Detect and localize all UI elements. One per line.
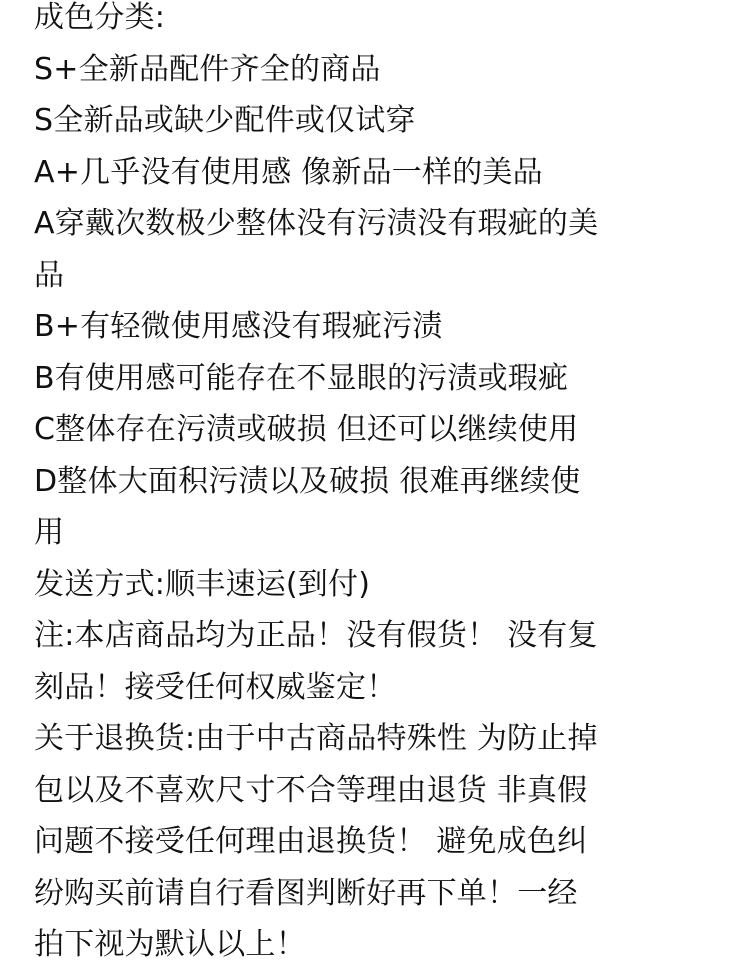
- grade-s-plus-line: S+全新品配件齐全的商品: [34, 51, 381, 87]
- product-condition-notice: [34, 0, 734, 971]
- condition-heading: 成色分类:: [34, 0, 166, 35]
- authenticity-note-line-continued: 刻品！接受任何权威鉴定！: [34, 669, 397, 705]
- return-policy-line-2: 包以及不喜欢尺寸不合等理由退货 非真假: [34, 772, 588, 808]
- return-policy-line-1: 关于退换货:由于中古商品特殊性 为防止掉: [34, 721, 598, 756]
- authenticity-note-line: 注:本店商品均为正品！没有假货！ 没有复: [34, 618, 598, 653]
- return-policy-line-5: 拍下视为默认以上！: [34, 927, 306, 962]
- grade-b-plus-line: B+有轻微使用感没有瑕疵污渍: [34, 309, 443, 344]
- shipping-method-line: 发送方式:顺丰速运(到付): [34, 566, 371, 602]
- grade-d-line-continued: 用: [34, 515, 65, 550]
- grade-a-line-continued: 品: [34, 257, 65, 293]
- return-policy-line-4: 纷购买前请自行看图判断好再下单！一经: [34, 875, 578, 911]
- grade-s-line: S全新品或缺少配件或仅试穿: [34, 103, 416, 138]
- grade-b-line: B有使用感可能存在不显眼的污渍或瑕疵: [34, 360, 569, 396]
- return-policy-line-3: 问题不接受任何理由退换货！ 避免成色纠: [34, 824, 588, 859]
- grade-d-line: D整体大面积污渍以及破损 很难再继续使: [34, 463, 581, 499]
- grade-a-plus-line: A+几乎没有使用感 像新品一样的美品: [34, 154, 543, 190]
- grade-a-line: A穿戴次数极少整体没有污渍没有瑕疵的美: [34, 206, 599, 241]
- grade-c-line: C整体存在污渍或破损 但还可以继续使用: [34, 412, 579, 447]
